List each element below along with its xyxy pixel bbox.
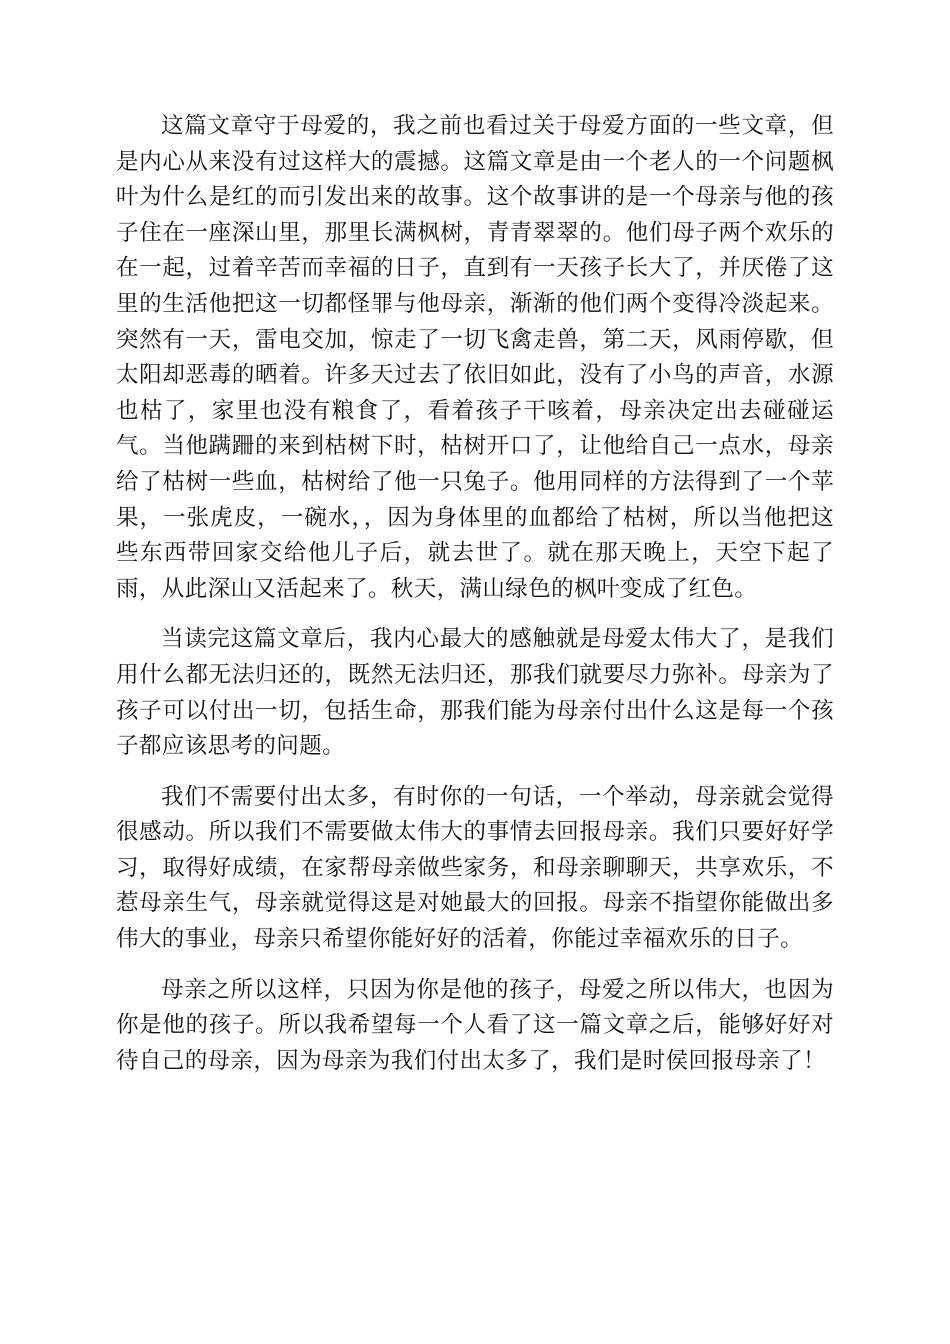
paragraph-conclusion: 母亲之所以这样，只因为你是他的孩子，母爱之所以伟大，也因为你是他的孩子。所以我希望每一个人看了这一篇文章之后，能够好好对待自己的母亲，因为母亲为我们付出太多了，我们是时侯回报母亲了！ [116, 976, 834, 1074]
paragraph-story: 这篇文章守于母爱的，我之前也看过关于母爱方面的一些文章，但是内心从来没有过这样大的震撼。这篇文章是由一个老人的一个问题枫叶为什么是红的而引发出来的故事。这个故事讲的是一个母亲与他的孩子住在一座深山里，那里长满枫树，青青翠翠的。他们母子两个欢乐的在一起，过着辛苦而幸福的日子，直到有一天孩子长大了，并厌倦了这里的生活他把这一切都怪罪与他母亲，渐渐的他们两个变得冷淡起来。突然有一天，雷电交加，惊走了一切飞禽走兽，第二天，风雨停歇，但太阳却恶毒的晒着。许多天过去了依旧如此，没有了小鸟的声音，水源也枯了，家里也没有粮食了，看着孩子干咳着，母亲决定出去碰碰运气。当他蹒跚的来到枯树下时，枯树开口了，让他给自己一点水，母亲给了枯树一些血，枯树给了他一只兔子。他用同样的方法得到了一个苹果，一张虎皮，一碗水，，因为身体里的血都给了枯树，所以当他把这些东西带回家交给他儿子后，就去世了。就在那天晚上，天空下起了雨，从此深山又活起来了。秋天，满山绿色的枫叶变成了红色。 [116, 113, 834, 602]
paragraph-actions: 我们不需要付出太多，有时你的一句话，一个举动，母亲就会觉得很感动。所以我们不需要做太伟大的事情去回报母亲。我们只要好好学习，取得好成绩，在家帮母亲做些家务，和母亲聊聊天，共享欢乐，不惹母亲生气，母亲就觉得这是对她最大的回报。母亲不指望你能做出多伟大的事业，母亲只希望你能好好的活着，你能过幸福欢乐的日子。 [116, 783, 834, 953]
document-body [116, 109, 834, 1094]
paragraph-reflection: 当读完这篇文章后，我内心最大的感触就是母爱太伟大了，是我们用什么都无法归还的，既然无法归还，那我们就要尽力弥补。母亲为了孩子可以付出一切，包括生命，那我们能为母亲付出什么这是每一个孩子都应该思考的问题。 [116, 626, 834, 760]
